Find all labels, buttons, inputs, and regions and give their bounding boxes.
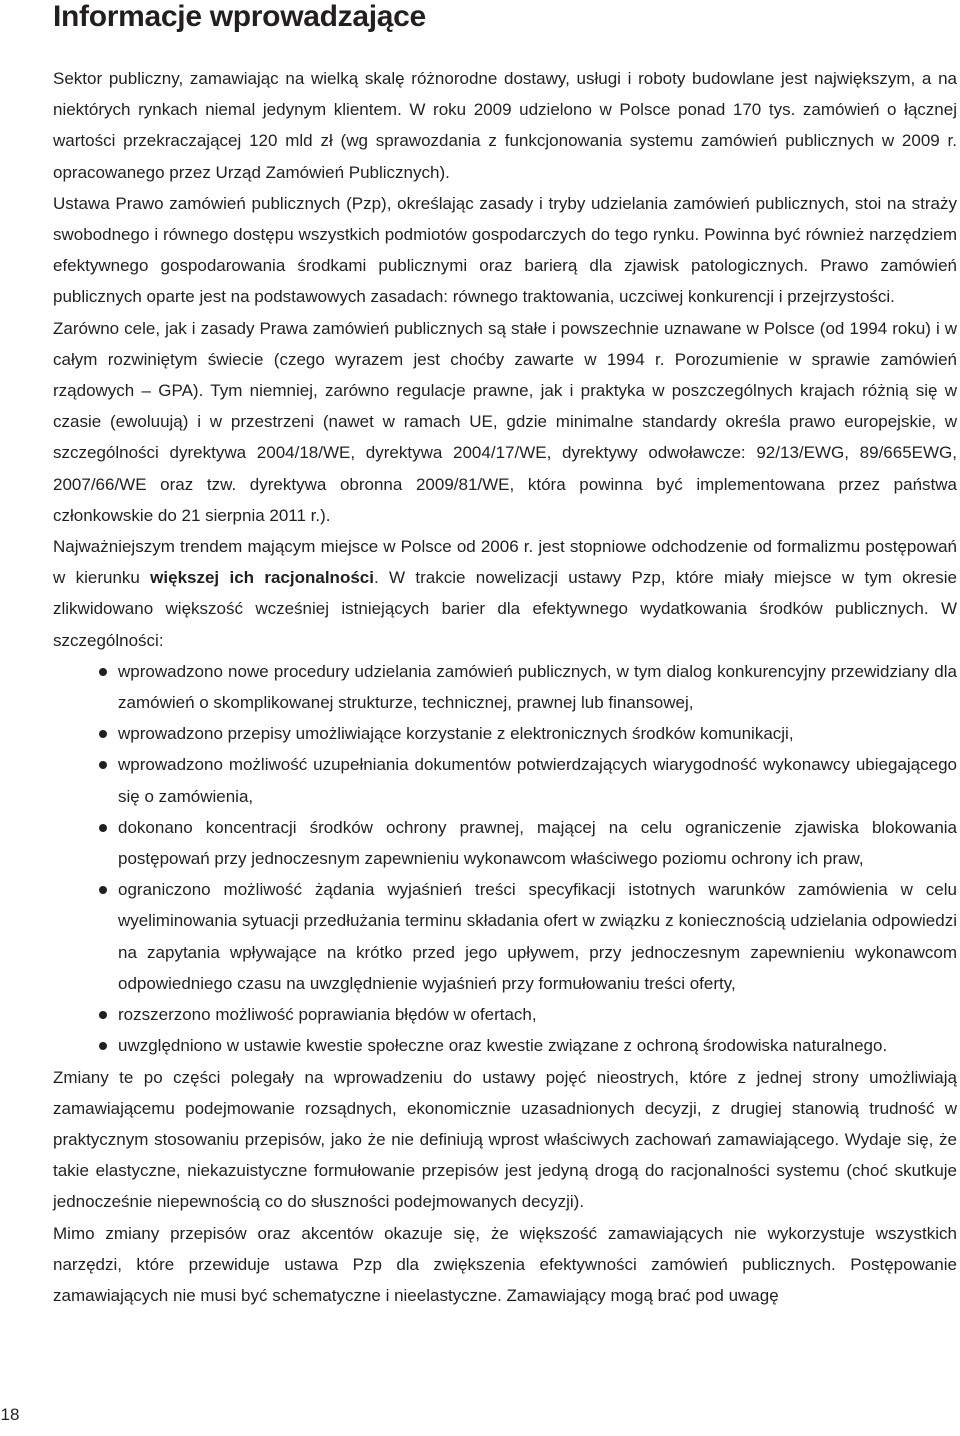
list-item — [118, 812, 957, 874]
zmiany-paragraph: Zmiany te po części polegały na wprowadzeniu do ustawy pojęć nieostrych, które z jednej strony umożliwiają zamawiającemu podejmowanie rozsądnych, ekonomicznie uzasadnionych decyzji, z drugiej stanowią trudność w praktycznym stosowaniu przepisów, jako że nie definiują wprost właściwych zachowań zamawiającego. Wydaje się, że takie elastyczne, niekazuistyczne formułowanie przepisów jest jedyną drogą do racjonalności systemu (choć skutkuje jednocześnie niepewnością co do słuszności podejmowanych decyzji). — [53, 1067, 957, 1212]
ustawa-paragraph: Ustawa Prawo zamówień publicznych (Pzp), określając zasady i tryby udzielania zamówień publicznych, stoi na straży swobodnego i równego dostępu wszystkich podmiotów gospodarczych do tego rynku. Powinna być również narzędziem efektywnego gospodarowania środkami publicznymi oraz barierą dla zjawisk patologicznych. Prawo zamówień publicznych oparte jest na podstawowych zasadach: równego traktowania, uczciwej konkurencji i przejrzystości. — [53, 193, 957, 307]
trend-emphasis: większej ich racjonalności — [150, 568, 374, 588]
trend-paragraph — [53, 531, 957, 656]
page-title: Informacje wprowadzające — [53, 0, 426, 33]
body-text — [53, 63, 957, 1311]
list-item-text: wprowadzono możliwość uzupełniania dokumentów potwierdzających wiarygodność wykonawcy ubiegającego się o zamówienia, — [118, 755, 957, 806]
zasady-paragraph: Zarówno cele, jak i zasady Prawa zamówień publicznych są stałe i powszechnie uznawane w Polsce (od 1994 roku) i w całym rozwiniętym świecie (czego wyrazem jest choćby zawarte w 1994 r. Porozumienie w sprawie zamówień rządowych – GPA). Tym niemniej, zarówno regulacje prawne, jak i praktyka w poszczególnych krajach różnią się w czasie (ewoluują) i w przestrzeni (nawet w ramach UE, gdzie minimalne standardy określa prawo europejskie, w szczególności dyrektywa 2004/18/WE, dyrektywa 2004/17/WE, dyrektywy odwoławcze: 92/13/EWG, 89/665EWG, 2007/66/WE oraz tzw. dyrektywa obronna 2009/81/WE, która powinna być implementowana przez państwa członkowskie do 21 sierpnia 2011 r.). — [53, 318, 957, 525]
list-item — [118, 749, 957, 811]
list-item-text: wprowadzono przepisy umożliwiające korzystanie z elektronicznych środków komunikacji, — [118, 724, 794, 744]
changes-list — [53, 656, 957, 1062]
bullet-icon — [99, 761, 107, 769]
list-item-text: wprowadzono nowe procedury udzielania zamówień publicznych, w tym dialog konkurencyjny przewidziany dla zamówień o skomplikowanej strukturze, technicznej, prawnej lub finansowej, — [118, 661, 957, 713]
list-item — [118, 1030, 957, 1061]
list-item-text: dokonano koncentracji środków ochrony prawnej, mającej na celu ograniczenie zjawiska blokowania postępowań przy jednoczesnym zapewnieniu wykonawcom właściwego poziomu ochrony ich praw, — [118, 817, 957, 869]
list-item-text: uwzględniono w ustawie kwestie społeczne oraz kwestie związane z ochroną środowiska naturalnego. — [118, 1036, 888, 1056]
bullet-icon — [99, 668, 107, 676]
list-item — [118, 999, 957, 1030]
bullet-icon — [99, 730, 107, 738]
list-item-text: rozszerzono możliwość poprawiania błędów w ofertach, — [118, 1005, 537, 1025]
list-item — [118, 874, 957, 999]
closing-paragraph: Mimo zmiany przepisów oraz akcentów okazuje się, że większość zamawiających nie wykorzystuje wszystkich narzędzi, które przewiduje ustawa Pzp dla zwiększenia efektywności zamówień publicznych. Postępowanie zamawiających nie musi być schematyczne i nieelastyczne. Zamawiający mogą brać pod uwagę — [53, 1223, 957, 1305]
bullet-icon — [99, 1042, 107, 1050]
bullet-icon — [99, 1011, 107, 1019]
trend-text: Najważniejszym trendem mającym miejsce w Polsce od 2006 r. jest stopniowe odchodzenie od formalizmu postępowań w kierunku — [53, 537, 957, 588]
bullet-icon — [99, 824, 107, 832]
intro-paragraph: Sektor publiczny, zamawiając na wielką skalę różnorodne dostawy, usługi i roboty budowlane jest największym, a na niektórych rynkach niemal jedynym klientem. W roku 2009 udzielono w Polsce ponad 170 tys. zamówień o łącznej wartości przekraczającej 120 mld zł (wg sprawozdania z funkcjonowania systemu zamówień publicznych w 2009 r. opracowanego przez Urząd Zamówień Publicznych). — [53, 69, 957, 182]
trend-text-continued: . W trakcie nowelizacji ustawy Pzp, które miały miejsce w tym okresie zlikwidowano większość wcześniej istniejących barier dla efektywnego wydatkowania środków publicznych. W szczególności: — [53, 568, 957, 650]
list-item-text: ograniczono możliwość żądania wyjaśnień treści specyfikacji istotnych warunków zamówienia w celu wyeliminowania sytuacji przedłużania terminu składania ofert w związku z koniecznością udzielania odpowiedzi na zapytania wpływające na krótko przed jego upływem, przy jednoczesnym zapewnieniu wykonawcom odpowiedniego czasu na uwzględnienie wyjaśnień przy formułowaniu treści oferty, — [118, 880, 957, 993]
list-item — [118, 718, 957, 749]
page-number: 18 — [0, 1405, 20, 1424]
list-item — [118, 656, 957, 718]
bullet-icon — [99, 886, 107, 894]
